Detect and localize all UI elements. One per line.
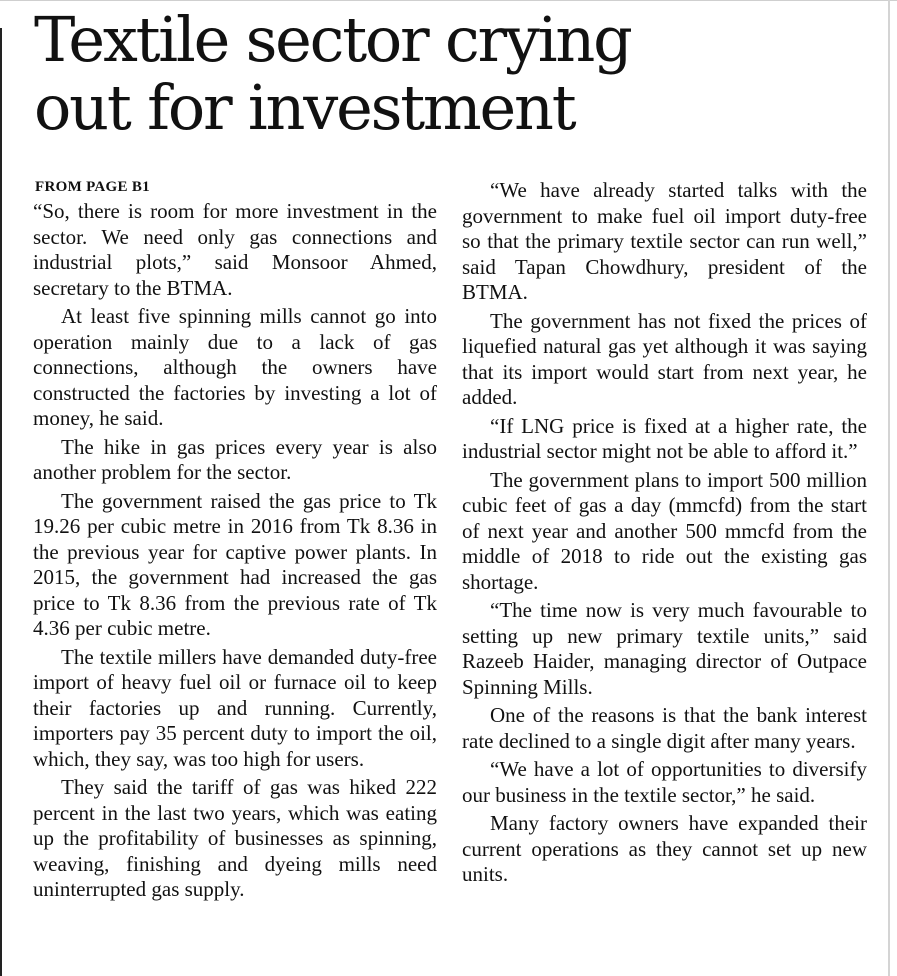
paragraph: “We have a lot of opportunities to diversify our business in the textile sector,” he said. [462,757,867,807]
paragraph: “If LNG price is fixed at a higher rate, the industrial sector might not be able to afford it.” [462,413,867,463]
headline-line-1: Textile sector crying [34,3,631,76]
paragraph: The government raised the gas price to Tk 19.26 per cubic metre in 2016 from Tk 8.36 in the previous year for captive power plants. In 2015, the government had increased the gas price to Tk 8.36 from the previous rate of Tk 4.36 per cubic metre. [33,488,437,640]
continuation-kicker: FROM PAGE B1 [35,179,150,195]
paragraph: “The time now is very much favourable to setting up new primary textile units,” said Razeeb Haider, managing director of Outpace Spinning Mills. [462,598,867,699]
left-column-rule [0,28,2,976]
article-column-right [462,178,867,891]
paragraph: One of the reasons is that the bank interest rate declined to a single digit after many years. [462,703,867,753]
paragraph: The hike in gas prices every year is also another problem for the sector. [33,434,437,484]
paragraph: The government plans to import 500 million cubic feet of gas a day (mmcfd) from the start of next year and another 500 mmcfd from the middle of 2018 to ride out the existing gas shortage. [462,467,867,594]
paragraph: “So, there is room for more investment in the sector. We need only gas connections and industrial plots,” said Monsoor Ahmed, secretary to the BTMA. [33,199,437,300]
paragraph: The textile millers have demanded duty-free import of heavy fuel oil or furnace oil to keep their factories up and running. Currently, importers pay 35 percent duty to import the oil, which, they say, was too high for users. [33,644,437,771]
paragraph: At least five spinning mills cannot go into operation mainly due to a lack of gas connections, although the owners have constructed the factories by investing a lot of money, he said. [33,304,437,430]
paragraph: The government has not fixed the prices of liquefied natural gas yet although it was saying that its import would start from next year, he added. [462,308,867,409]
paragraph: “We have already started talks with the government to make fuel oil import duty-free so that the primary textile sector can run well,” said Tapan Chowdhury, president of the BTMA. [462,178,867,304]
paragraph: Many factory owners have expanded their current operations as they cannot set up new units. [462,811,867,886]
paragraph: They said the tariff of gas was hiked 222 percent in the last two years, which was eating up the profitability of businesses as spinning, weaving, finishing and dyeing mills need uninterrupted gas supply. [33,775,437,901]
headline-line-2: out for investment [34,71,575,144]
top-border [0,0,897,1]
right-border [888,0,890,976]
headline [34,3,884,144]
article-column-left [33,176,437,906]
